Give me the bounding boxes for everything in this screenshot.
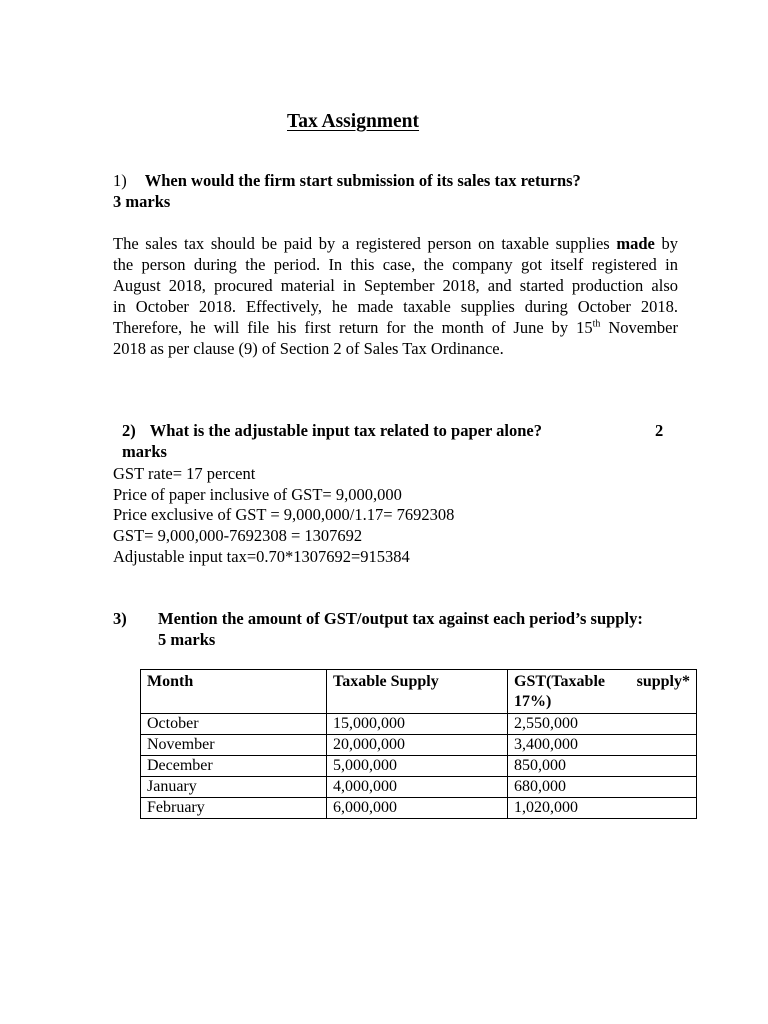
q2-heading [122, 421, 542, 441]
table-row [141, 798, 697, 819]
q1-answer-line: August 2018, procured material in September 2018, and started production also [113, 276, 678, 295]
cell-gst: 1,020,000 [508, 798, 697, 819]
superscript-th: th [592, 318, 601, 330]
q2-line-adjustable: Adjustable input tax=0.70*1307692=915384 [113, 547, 410, 566]
q3-number: 3) [113, 609, 127, 628]
q1-answer-line: 2018 as per clause (9) of Section 2 of Sales Tax Ordinance. [113, 339, 504, 358]
cell-gst: 850,000 [508, 756, 697, 777]
cell-month: October [141, 714, 327, 735]
q3-marks: 5 marks [158, 630, 216, 649]
q1-answer-line: Therefore, he will file his first return for the month of June by 15th November [113, 318, 678, 337]
gst-table [140, 669, 697, 819]
cell-taxable-supply: 15,000,000 [327, 714, 508, 735]
q1-marks: 3 marks [113, 192, 171, 211]
emphasis-made: made [616, 234, 655, 253]
cell-gst: 3,400,000 [508, 735, 697, 756]
cell-month: January [141, 777, 327, 798]
header-gst: GST(Taxable supply* 17%) [508, 670, 697, 714]
q2-line-inclusive: Price of paper inclusive of GST= 9,000,000 [113, 485, 402, 504]
q1-answer-line: in October 2018. Effectively, he made taxable supplies during October 2018. [113, 297, 678, 316]
q1-answer-line: the person during the period. In this case, the company got itself registered in [113, 255, 678, 274]
table-row [141, 714, 697, 735]
q2-line-rate: GST rate= 17 percent [113, 464, 256, 483]
cell-taxable-supply: 20,000,000 [327, 735, 508, 756]
q1-number: 1) [113, 171, 127, 190]
q2-marks-number: 2 [655, 421, 664, 440]
header-month: Month [141, 670, 327, 714]
cell-month: February [141, 798, 327, 819]
table-row [141, 756, 697, 777]
table-row [141, 777, 697, 798]
q2-line-exclusive: Price exclusive of GST = 9,000,000/1.17= 7692308 [113, 505, 455, 524]
cell-gst: 2,550,000 [508, 714, 697, 735]
q2-number: 2) [122, 421, 136, 440]
header-taxable-supply: Taxable Supply [327, 670, 508, 714]
table-header-row [141, 670, 697, 714]
q2-marks-word: marks [122, 442, 167, 461]
cell-gst: 680,000 [508, 777, 697, 798]
table-row [141, 735, 697, 756]
document-title: Tax Assignment [287, 111, 420, 132]
cell-taxable-supply: 6,000,000 [327, 798, 508, 819]
q1-answer-line: The sales tax should be paid by a registered person on taxable supplies made by [113, 234, 678, 253]
q3-question: Mention the amount of GST/output tax against each period’s supply: [158, 609, 643, 628]
q2-line-gst: GST= 9,000,000-7692308 = 1307692 [113, 526, 363, 545]
cell-month: November [141, 735, 327, 756]
q1-question: When would the firm start submission of its sales tax returns? [144, 171, 581, 190]
q1-heading [113, 171, 581, 191]
q1-answer [113, 233, 678, 359]
cell-month: December [141, 756, 327, 777]
q2-question: What is the adjustable input tax related to paper alone? [149, 421, 542, 440]
cell-taxable-supply: 4,000,000 [327, 777, 508, 798]
cell-taxable-supply: 5,000,000 [327, 756, 508, 777]
